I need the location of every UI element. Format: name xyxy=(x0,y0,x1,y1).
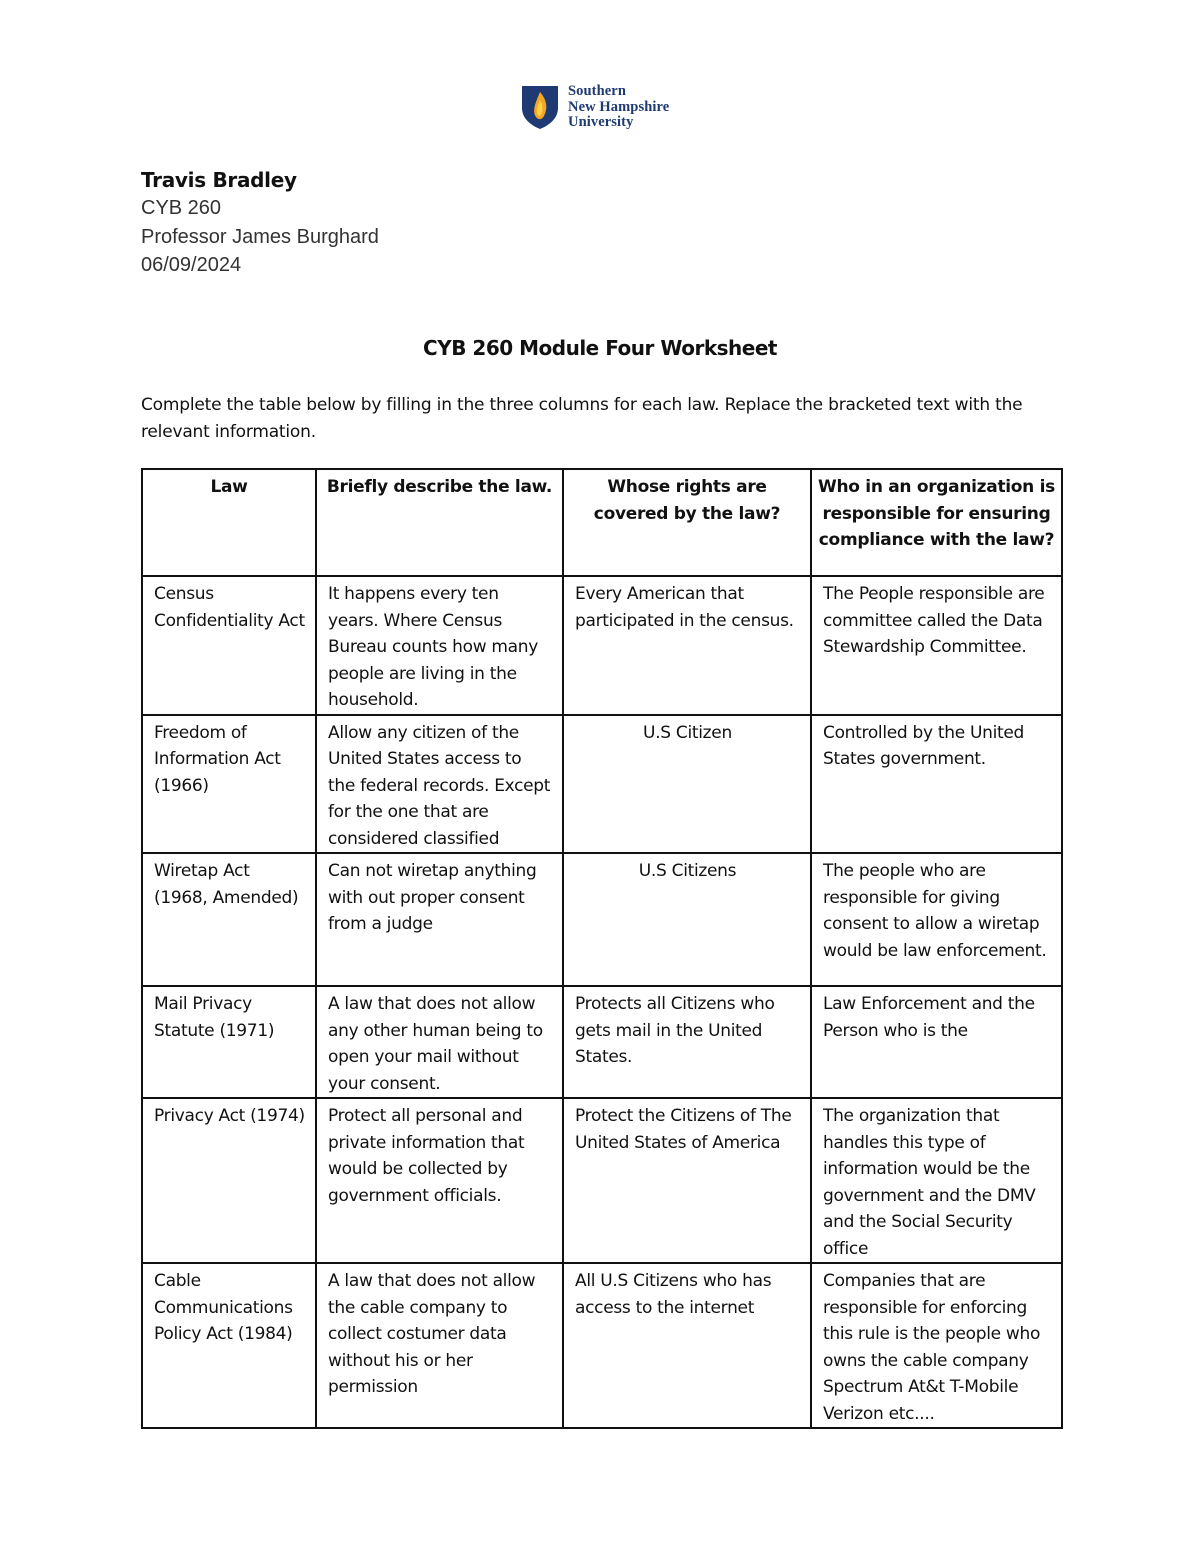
law-name-cell: Privacy Act (1974) xyxy=(142,1098,316,1263)
law-description-cell: It happens every ten years. Where Census Bureau counts how many people are living in the household. xyxy=(316,576,563,715)
table-row xyxy=(142,986,1062,1098)
logo-line-3: University xyxy=(568,114,634,130)
header-description: Briefly describe the law. xyxy=(316,469,563,576)
law-responsible-cell: The People responsible are committee called the Data Stewardship Committee. xyxy=(811,576,1062,715)
student-name: Travis Bradley xyxy=(141,168,297,192)
submission-date: 06/09/2024 xyxy=(141,254,242,276)
law-description-cell: Protect all personal and private information that would be collected by government officials. xyxy=(316,1098,563,1263)
law-description-cell: Can not wiretap anything with out proper consent from a judge xyxy=(316,853,563,986)
laws-table xyxy=(141,468,1063,1429)
law-name-cell: Census Confidentiality Act xyxy=(142,576,316,715)
law-responsible-cell: The organization that handles this type of information would be the government and the DMV and the Social Security office xyxy=(811,1098,1062,1263)
logo-wordmark xyxy=(568,84,669,131)
law-responsible-cell: Companies that are responsible for enforcing this rule is the people who owns the cable company Spectrum At&t T-Mobile Verizon etc.... xyxy=(811,1263,1062,1428)
table-header-row xyxy=(142,469,1062,576)
law-rights-cell: U.S Citizens xyxy=(563,853,811,986)
law-name-cell: Freedom of Information Act (1966) xyxy=(142,715,316,854)
university-logo xyxy=(520,84,669,131)
law-name-cell: Wiretap Act (1968, Amended) xyxy=(142,853,316,986)
table-row xyxy=(142,576,1062,715)
logo-line-1: Southern xyxy=(568,83,627,99)
law-rights-cell: Protects all Citizens who gets mail in the United States. xyxy=(563,986,811,1098)
page-title: CYB 260 Module Four Worksheet xyxy=(423,336,777,360)
law-responsible-cell: Law Enforcement and the Person who is the xyxy=(811,986,1062,1098)
law-rights-cell: All U.S Citizens who has access to the internet xyxy=(563,1263,811,1428)
course-code: CYB 260 xyxy=(141,197,222,219)
table-row xyxy=(142,715,1062,854)
law-name-cell: Cable Communications Policy Act (1984) xyxy=(142,1263,316,1428)
student-header xyxy=(141,166,379,280)
law-description-cell: A law that does not allow any other human being to open your mail without your consent. xyxy=(316,986,563,1098)
law-description-cell: A law that does not allow the cable company to collect costumer data without his or her permission xyxy=(316,1263,563,1428)
professor-name: Professor James Burghard xyxy=(141,225,379,248)
law-description-cell: Allow any citizen of the United States access to the federal records. Except for the one that are considered classified xyxy=(316,715,563,854)
shield-flame-icon xyxy=(520,84,560,130)
table-row xyxy=(142,1263,1062,1428)
law-rights-cell: Every American that participated in the census. xyxy=(563,576,811,715)
instructions-paragraph: Complete the table below by filling in the three columns for each law. Replace the bracketed text with the relevant information. xyxy=(141,395,1023,442)
logo-line-2: New Hampshire xyxy=(568,98,670,115)
header-responsible: Who in an organization is responsible for ensuring compliance with the law? xyxy=(811,469,1062,576)
law-responsible-cell: The people who are responsible for giving consent to allow a wiretap would be law enforcement. xyxy=(811,853,1062,986)
law-rights-cell: Protect the Citizens of The United States of America xyxy=(563,1098,811,1263)
table-row xyxy=(142,1098,1062,1263)
header-law: Law xyxy=(142,469,316,576)
law-name-cell: Mail Privacy Statute (1971) xyxy=(142,986,316,1098)
header-rights: Whose rights are covered by the law? xyxy=(563,469,811,576)
table-row xyxy=(142,853,1062,986)
law-rights-cell: U.S Citizen xyxy=(563,715,811,854)
law-responsible-cell: Controlled by the United States government. xyxy=(811,715,1062,854)
